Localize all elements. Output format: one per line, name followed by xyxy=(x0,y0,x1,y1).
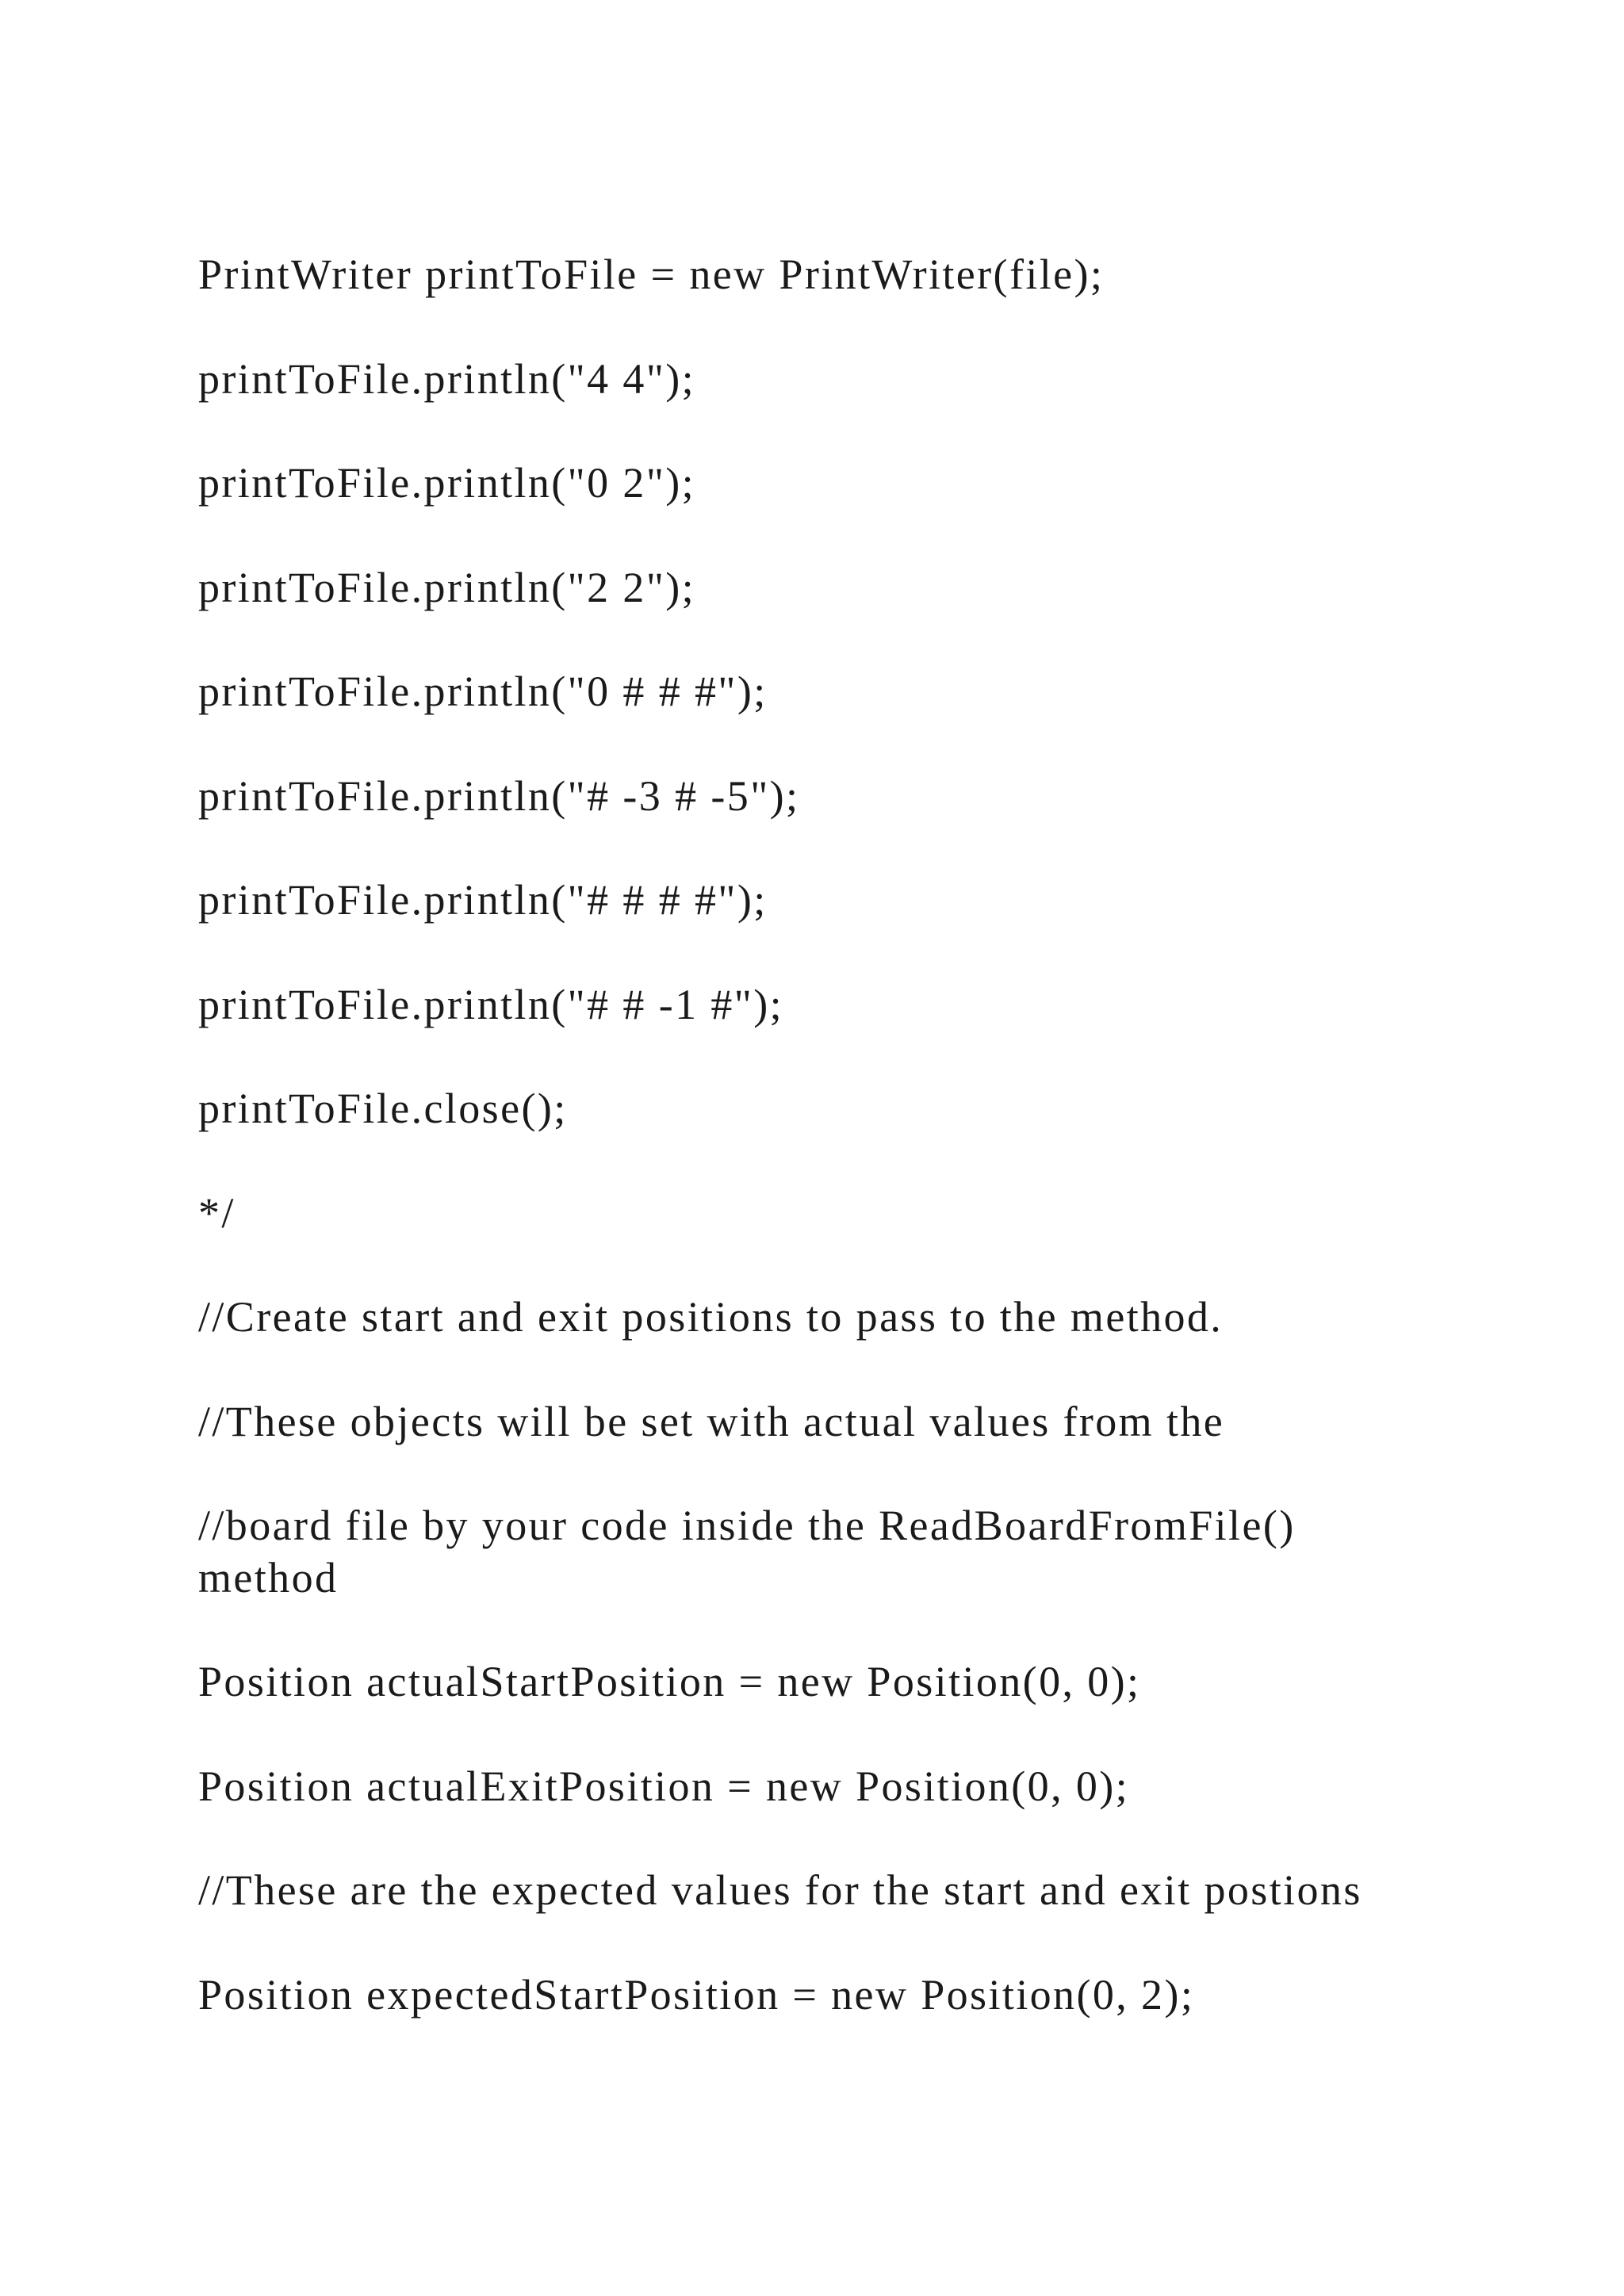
code-line-5: printToFile.println("0 # # #"); xyxy=(198,668,768,715)
comment-line-1: //Create start and exit positions to pass to the method. xyxy=(198,1293,1224,1341)
comment-close: */ xyxy=(198,1189,236,1237)
code-line-10: Position actualStartPosition = new Position(0, 0); xyxy=(198,1658,1141,1705)
code-line-4: printToFile.println("2 2"); xyxy=(198,564,696,611)
code-line-7: printToFile.println("# # # #"); xyxy=(198,876,768,924)
code-line-11: Position actualExitPosition = new Position(0, 0); xyxy=(198,1762,1130,1810)
comment-line-2: //These objects will be set with actual values from the xyxy=(198,1398,1225,1445)
code-line-3: printToFile.println("0 2"); xyxy=(198,459,696,507)
code-line-6: printToFile.println("# -3 # -5"); xyxy=(198,772,800,820)
code-line-1: PrintWriter printToFile = new PrintWriter(file); xyxy=(198,251,1105,298)
code-line-8: printToFile.println("# # -1 #"); xyxy=(198,981,784,1028)
code-line-9: printToFile.close(); xyxy=(198,1085,568,1132)
code-line-12: Position expectedStartPosition = new Position(0, 2); xyxy=(198,1971,1195,2019)
comment-line-4: //These are the expected values for the start and exit postions xyxy=(198,1866,1362,1914)
code-line-2: printToFile.println("4 4"); xyxy=(198,355,696,403)
comment-line-3: //board file by your code inside the ReadBoardFromFile() method xyxy=(198,1502,1308,1601)
